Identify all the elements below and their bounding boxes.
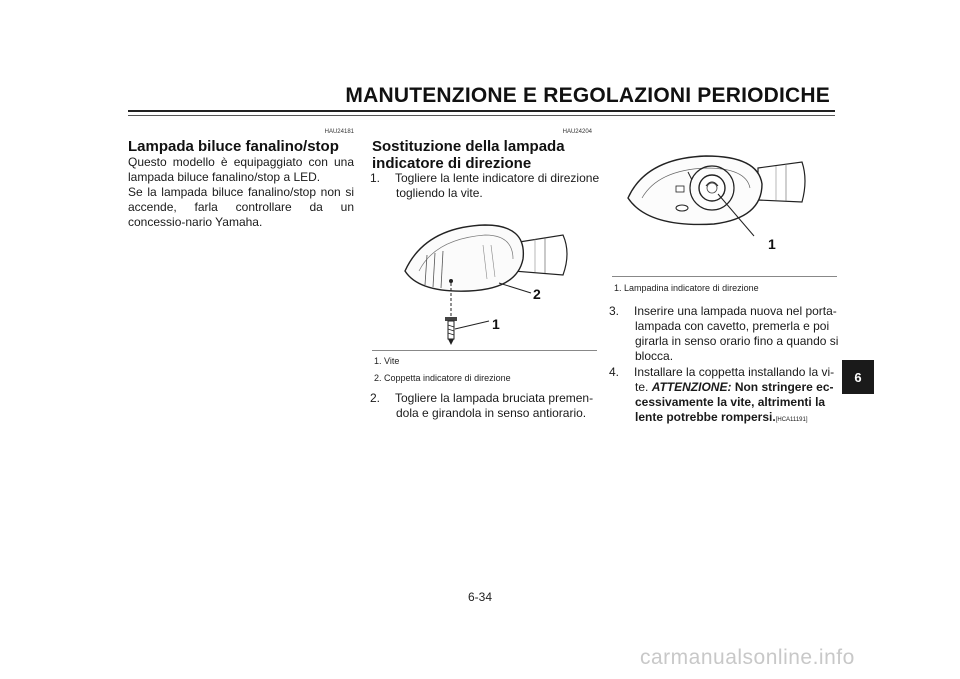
warning-code: [HCA11191] (775, 417, 808, 423)
section-title-brake-light: Lampada biluce fanalino/stop (128, 138, 339, 155)
section-title-turn-signal (372, 138, 602, 172)
step-3 (609, 304, 847, 364)
step-number: 1. (370, 171, 381, 185)
figure-turn-signal-lens (395, 215, 575, 350)
caption-divider (372, 350, 597, 351)
caption-lens-cup: 2. Coppetta indicatore di direzione (374, 373, 511, 383)
caption-bulb: 1. Lampadina indicatore di direzione (614, 283, 759, 293)
step-number: 2. (370, 391, 381, 405)
callout-label-1: 1 (492, 316, 500, 332)
watermark: carmanualsonline.info (640, 646, 855, 669)
screw-icon (445, 317, 457, 345)
chapter-tab: 6 (842, 360, 874, 394)
lens-body (405, 225, 523, 291)
step-2 (370, 391, 608, 421)
warning-label: ATTENZIONE: (651, 380, 732, 394)
step-number: 4. (609, 365, 620, 379)
caption-divider (612, 276, 837, 277)
step-1 (370, 171, 608, 201)
callout-label-1: 1 (768, 236, 776, 252)
step-number: 3. (609, 304, 620, 318)
step-text: Togliere la lampada bruciata premen-dola e girandola in senso antiorario. (395, 391, 594, 420)
page-header-title: MANUTENZIONE E REGOLAZIONI PERIODICHE (345, 84, 830, 107)
leader-line-1 (455, 321, 489, 329)
section-code: HAU24181 (324, 129, 354, 135)
step-text: Installare la coppetta installando la vi-te. (634, 365, 835, 394)
section-title-line-2: indicatore di direzione (372, 155, 532, 172)
paragraph-2: Se la lampada biluce fanalino/stop non si accende, farla controllare da un concessio-nario Yamaha. (128, 185, 354, 229)
section-title-line-1: Sostituzione della lampada (372, 138, 565, 155)
page-number: 6-34 (467, 590, 493, 604)
warning-text: Non stringere ec-cessivamente la vite, altrimenti la lente potrebbe rompersi. (635, 380, 834, 424)
section-code: HAU24204 (562, 129, 592, 135)
leader-line-2 (499, 283, 531, 293)
housing (628, 156, 762, 224)
step-text: Togliere la lente indicatore di direzione togliendo la vite. (395, 171, 600, 200)
header-rule-thin (128, 115, 835, 116)
figure-turn-signal-bulb (618, 128, 828, 260)
callout-label-2: 2 (533, 286, 541, 302)
step-text: Inserire una lampada nuova nel porta-lampada con cavetto, premerla e poi girarla in senso orario fino a quando si blocca. (634, 304, 839, 363)
header-rule-thick (128, 110, 835, 112)
mount-stem (758, 162, 805, 202)
caption-screw: 1. Vite (374, 356, 400, 366)
step-4 (609, 365, 847, 428)
paragraph-1: Questo modello è equipaggiato con una lampada biluce fanalino/stop a LED. (128, 155, 354, 184)
